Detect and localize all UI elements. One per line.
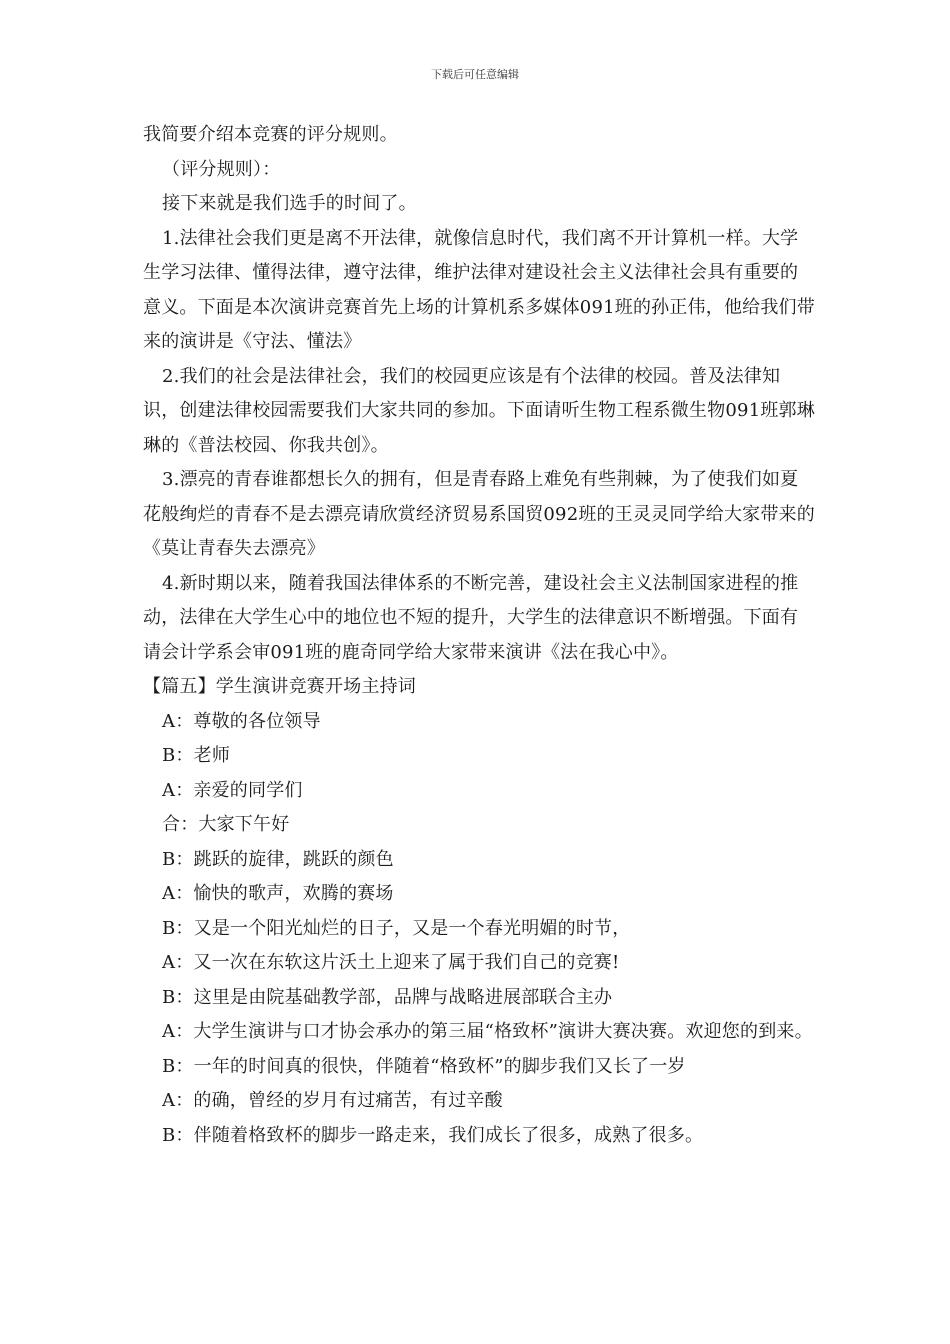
paragraph: B：伴随着格致杯的脚步一路走来，我们成长了很多，成熟了很多。: [162, 1124, 704, 1146]
paragraph: （评分规则）：: [162, 158, 281, 180]
paragraph: B：跳跃的旋律，跳跃的颜色: [162, 848, 394, 870]
paragraph: B：老师: [162, 745, 231, 766]
paragraph: A：的确，曾经的岁月有过痛苦，有过辛酸: [162, 1090, 503, 1111]
document-body: [143, 118, 815, 1153]
paragraph: A：尊敬的各位领导: [162, 710, 321, 732]
paragraph: 1.法律社会我们更是离不开法律，就像信息时代，我们离不开计算机一样。大学生学习法律、懂得法律，遵守法律，维护法律对建设社会主义法律社会具有重要的意义。下面是本次演讲竞赛首先上场的计算机系多媒体091班的孙正伟，他给我们带来的演讲是《守法、懂法》: [143, 227, 815, 352]
paragraph: 2.我们的社会是法律社会，我们的校园更应该是有个法律的校园。普及法律知识，创建法律校园需要我们大家共同的参加。下面请听生物工程系微生物091班郭琳琳的《普法校园、你我共创》。: [143, 365, 815, 456]
paragraph: 合：大家下午好: [162, 814, 290, 835]
page-header: 下载后可任意编辑: [431, 68, 519, 81]
paragraph: A：大学生演讲与口才协会承办的第三届“格致杯”演讲大赛决赛。欢迎您的到来。: [162, 1021, 813, 1042]
paragraph: A：亲爱的同学们: [162, 779, 303, 801]
paragraph: B：一年的时间真的很快，伴随着“格致杯”的脚步我们又长了一岁: [162, 1055, 686, 1077]
paragraph: A：愉快的歌声，欢腾的赛场: [162, 883, 394, 904]
paragraph: 4.新时期以来，随着我国法律体系的不断完善，建设社会主义法制国家进程的推动，法律在大学生心中的地位也不短的提升，大学生的法律意识不断增强。下面有请会计学系会审091班的鹿奇同学给大家带来演讲《法在我心中》。: [143, 572, 799, 663]
paragraph: 3.漂亮的青春谁都想长久的拥有，但是青春路上难免有些荆棘，为了使我们如夏花般绚烂的青春不是去漂亮请欣赏经济贸易系国贸092班的王灵灵同学给大家带来的《莫让青春失去漂亮》: [143, 469, 815, 559]
paragraph: B：这里是由院基础教学部，品牌与战略进展部联合主办: [162, 986, 613, 1008]
paragraph: 我简要介绍本竞赛的评分规则。: [143, 124, 398, 145]
paragraph: 接下来就是我们选手的时间了。: [162, 193, 417, 214]
paragraph: B：又是一个阳光灿烂的日子，又是一个春光明媚的时节，: [162, 917, 631, 939]
paragraph: A：又一次在东软这片沃土上迎来了属于我们自己的竞赛!: [162, 952, 620, 973]
paragraph: 【篇五】学生演讲竞赛开场主持词: [143, 676, 416, 697]
